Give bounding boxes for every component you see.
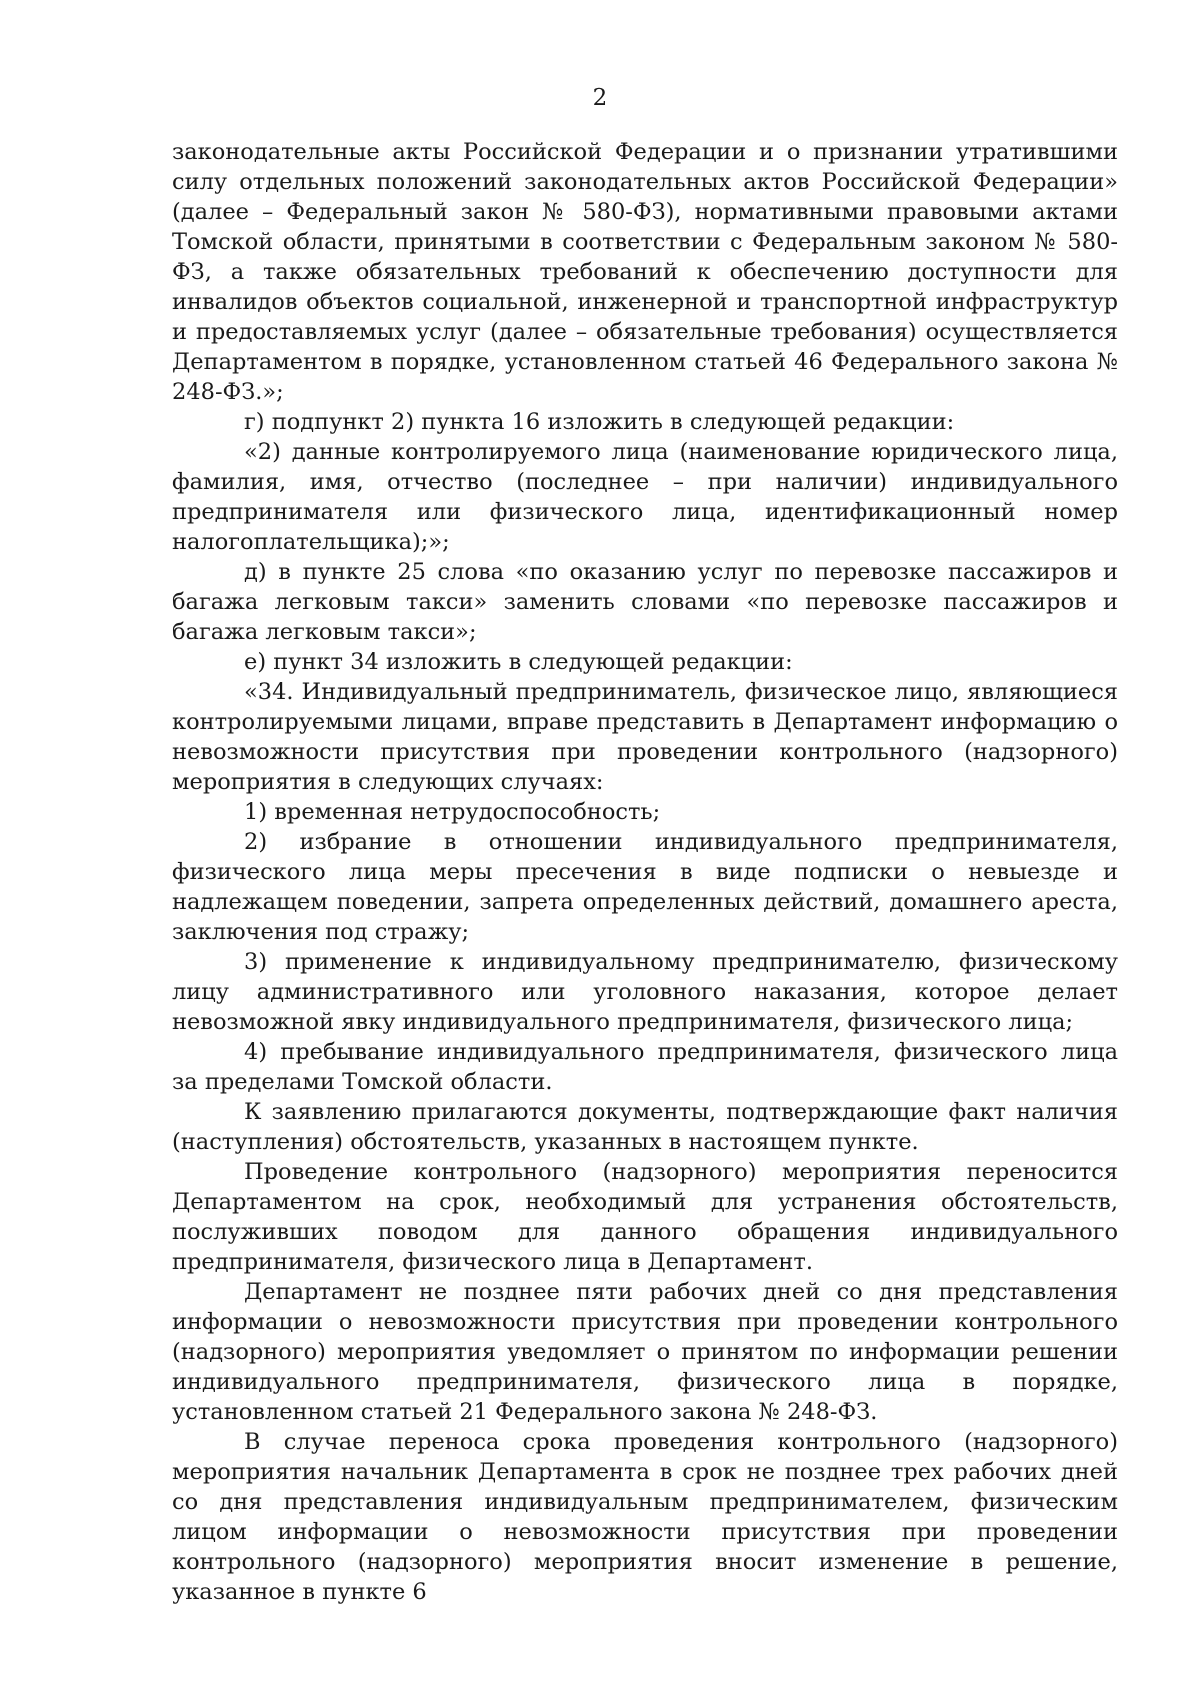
document-body [172,137,1118,1607]
paragraph-subitem-d: д) в пункте 25 слова «по оказанию услуг по перевозке пассажиров и багажа легковым такси» заменить словами «по перевозке пассажиров и багажа легковым такси»; [172,559,1118,645]
paragraph-item-34: «34. Индивидуальный предприниматель, физическое лицо, являющиеся контролируемыми лицами, вправе представить в Департамент информацию о невозможности присутствия при проведении контрольного (надзорного) мероприятия в следующих случаях: [172,679,1118,795]
paragraph-documents: К заявлению прилагаются документы, подтверждающие факт наличия (наступления) обстоятельств, указанных в настоящем пункте. [172,1099,1118,1155]
paragraph-case-2: 2) избрание в отношении индивидуального предпринимателя, физического лица меры пресечения в виде подписки о невыезде и надлежащем поведении, запрета определенных действий, домашнего ареста, заключения под стражу; [172,829,1118,945]
paragraph-quoted-item-2: «2) данные контролируемого лица (наименование юридического лица, фамилия, имя, отчество (последнее – при наличии) индивидуального предпринимателя или физического лица, идентификационный номер налогоплательщика);»; [172,439,1118,555]
paragraph-case-3: 3) применение к индивидуальному предпринимателю, физическому лицу административного или уголовного наказания, которое делает невозможной явку индивидуального предпринимателя, физического лица; [172,949,1118,1035]
paragraph-continuation: законодательные акты Российской Федерации и о признании утратившими силу отдельных положений законодательных актов Российской Федерации» (далее – Федеральный закон № 580-ФЗ), нормативными правовыми актами Томской области, принятыми в соответствии с Федеральным законом № 580-ФЗ, а также обязательных требований к обеспечению доступности для инвалидов объектов социальной, инженерной и транспортной инфраструктур и предоставляемых услуг (далее – обязательные требования) осуществляется Департаментом в порядке, установленном статьей 46 Федерального закона № 248-ФЗ.»; [172,139,1118,405]
paragraph-case-1: 1) временная нетрудоспособность; [244,799,661,825]
paragraph-subitem-e: е) пункт 34 изложить в следующей редакции: [244,649,793,675]
paragraph-decision-change: В случае переноса срока проведения контрольного (надзорного) мероприятия начальник Департамента в срок не позднее трех рабочих дней со дня представления индивидуальным предпринимателем, физическим лицом информации о невозможности присутствия при проведении контрольного (надзорного) мероприятия вносит изменение в решение, указанное в пункте 6 [172,1429,1118,1605]
paragraph-case-4: 4) пребывание индивидуального предпринимателя, физического лица за пределами Томской области. [172,1039,1118,1095]
paragraph-notification: Департамент не позднее пяти рабочих дней со дня представления информации о невозможности присутствия при проведении контрольного (надзорного) мероприятия уведомляет о принятом по информации решении индивидуального предпринимателя, физического лица в порядке, установленном статьей 21 Федерального закона № 248-ФЗ. [172,1279,1118,1425]
page-number: 2 [592,85,608,111]
paragraph-postponement: Проведение контрольного (надзорного) мероприятия переносится Департаментом на срок, необходимый для устранения обстоятельств, послуживших поводом для данного обращения индивидуального предпринимателя, физического лица в Департамент. [172,1159,1118,1275]
paragraph-subitem-g: г) подпункт 2) пункта 16 изложить в следующей редакции: [244,409,955,435]
